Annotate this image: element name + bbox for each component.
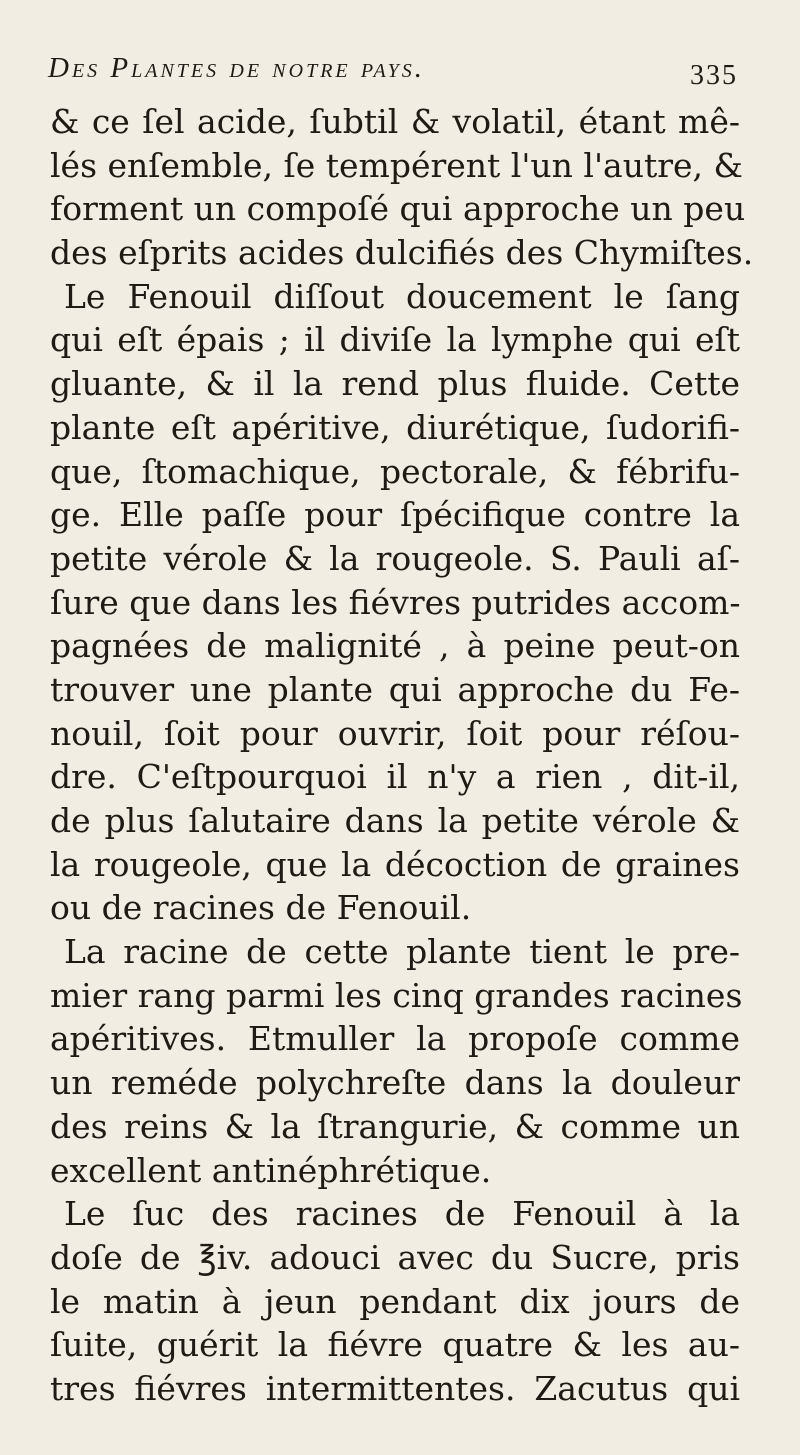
text-line: doſe de ℥iv. adouci avec du Sucre, pris bbox=[50, 1237, 740, 1277]
paragraph-first-line: Le ſuc des racines de Fenouil à la bbox=[64, 1194, 740, 1234]
body-text bbox=[50, 100, 754, 1411]
page-header bbox=[0, 0, 800, 100]
text-line: ſuite, guérit la fiévre quatre & les au- bbox=[50, 1325, 740, 1365]
text-line: lés enſemble, ſe tempérent l'un l'autre, & bbox=[50, 145, 743, 185]
paragraph-first-line: La racine de cette plante tient le pre- bbox=[64, 932, 740, 972]
text-line: des reins & la ſtrangurie, & comme un bbox=[50, 1106, 740, 1146]
text-line: le matin à jeun pendant dix jours de bbox=[50, 1281, 740, 1321]
running-head: Des Plantes de notre pays. bbox=[48, 52, 426, 84]
text-line: la rougeole, que la décoction de graines bbox=[50, 844, 740, 884]
text-line: mier rang parmi les cinq grandes racines bbox=[50, 975, 743, 1015]
text-line: pagnées de malignité , à peine peut-on bbox=[50, 626, 740, 666]
text-line: ge. Elle paſſe pour ſpécifique contre la bbox=[50, 495, 740, 535]
paragraph-last-line: ou de racines de Fenouil. bbox=[50, 888, 472, 928]
text-line: gluante, & il la rend plus fluide. Cette bbox=[50, 364, 740, 404]
paragraph-last-line: excellent antinéphrétique. bbox=[50, 1150, 492, 1190]
text-line: tres fiévres intermittentes. Zacutus qui bbox=[50, 1368, 740, 1408]
text-line: de plus ſalutaire dans la petite vérole & bbox=[50, 801, 740, 840]
text-line: apéritives. Etmuller la propoſe comme bbox=[50, 1019, 740, 1059]
text-line: dre. C'eſtpourquoi il n'y a rien , dit-il, bbox=[50, 757, 740, 797]
text-line: qui eſt épais ; il diviſe la lymphe qui eſt bbox=[50, 320, 740, 360]
text-line: plante eſt apéritive, diurétique, ſudorifi- bbox=[50, 407, 740, 447]
text-line: nouil, ſoit pour ouvrir, ſoit pour réſou- bbox=[50, 713, 740, 753]
text-line: ſure que dans les fiévres putrides accom- bbox=[50, 582, 741, 622]
text-line: que, ſtomachique, pectorale, & fébrifu- bbox=[50, 451, 740, 491]
text-line: forment un compoſé qui approche un peu bbox=[50, 189, 746, 229]
text-line: un reméde polychreſte dans la douleur bbox=[50, 1063, 740, 1103]
paragraph-first-line: Le Fenouil diſſout doucement le ſang bbox=[64, 276, 740, 316]
page-number: 335 bbox=[690, 60, 738, 91]
text-line: des eſprits acides dulcifiés des Chymiſtes. bbox=[50, 233, 754, 273]
text-line: & ce ſel acide, ſubtil & volatil, étant mê- bbox=[50, 102, 740, 141]
text-line: petite vérole & la rougeole. S. Pauli aſ- bbox=[50, 538, 740, 578]
text-line: trouver une plante qui approche du Fe- bbox=[50, 669, 740, 709]
